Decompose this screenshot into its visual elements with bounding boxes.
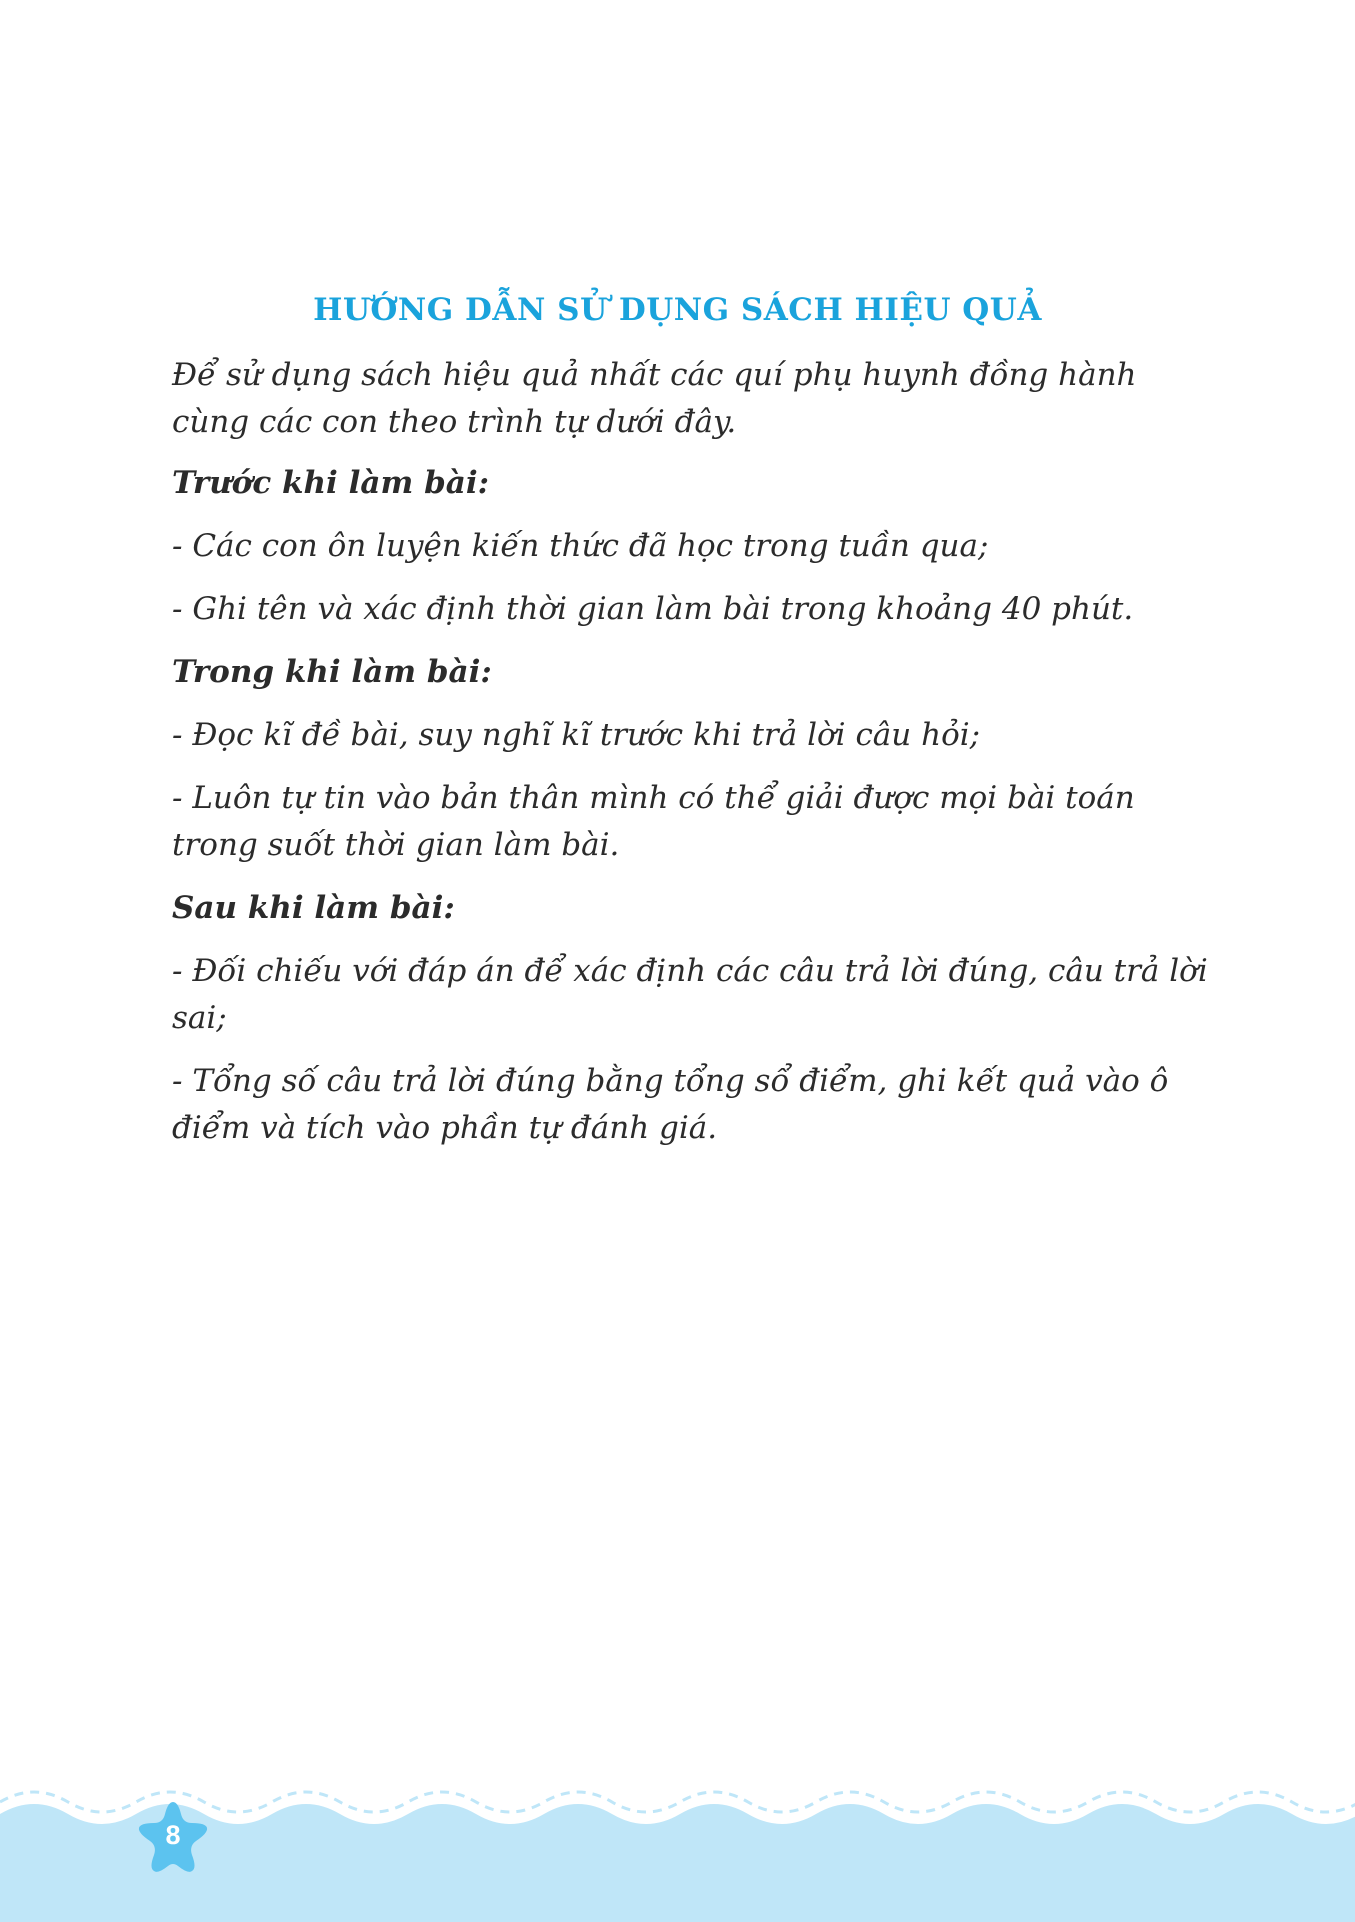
list-item: - Ghi tên và xác định thời gian làm bài trong khoảng 40 phút. xyxy=(172,591,1134,627)
intro-paragraph: Để sử dụng sách hiệu quả nhất các quí phụ huynh đồng hành cùng các con theo trình tự dưới đây. xyxy=(172,357,1137,440)
page-number-badge xyxy=(134,1798,212,1876)
page-title: HƯỚNG DẪN SỬ DỤNG SÁCH HIỆU QUẢ xyxy=(313,292,1042,328)
instructions-body xyxy=(172,352,1222,1168)
list-item: - Các con ôn luyện kiến thức đã học trong tuần qua; xyxy=(172,528,989,564)
list-item: - Đọc kĩ đề bài, suy nghĩ kĩ trước khi trả lời câu hỏi; xyxy=(172,717,981,753)
list-item: - Luôn tự tin vào bản thân mình có thể giải được mọi bài toán trong suốt thời gian làm bài. xyxy=(172,780,1135,863)
page-number: 8 xyxy=(165,1820,181,1850)
section-heading-after: Sau khi làm bài: xyxy=(172,890,455,926)
list-item: - Đối chiếu với đáp án để xác định các câu trả lời đúng, câu trả lời sai; xyxy=(172,953,1208,1036)
section-heading-during: Trong khi làm bài: xyxy=(172,654,492,690)
list-item: - Tổng số câu trả lời đúng bằng tổng sổ điểm, ghi kết quả vào ô điểm và tích vào phần tự đánh giá. xyxy=(172,1063,1169,1146)
section-heading-before: Trước khi làm bài: xyxy=(172,465,490,501)
